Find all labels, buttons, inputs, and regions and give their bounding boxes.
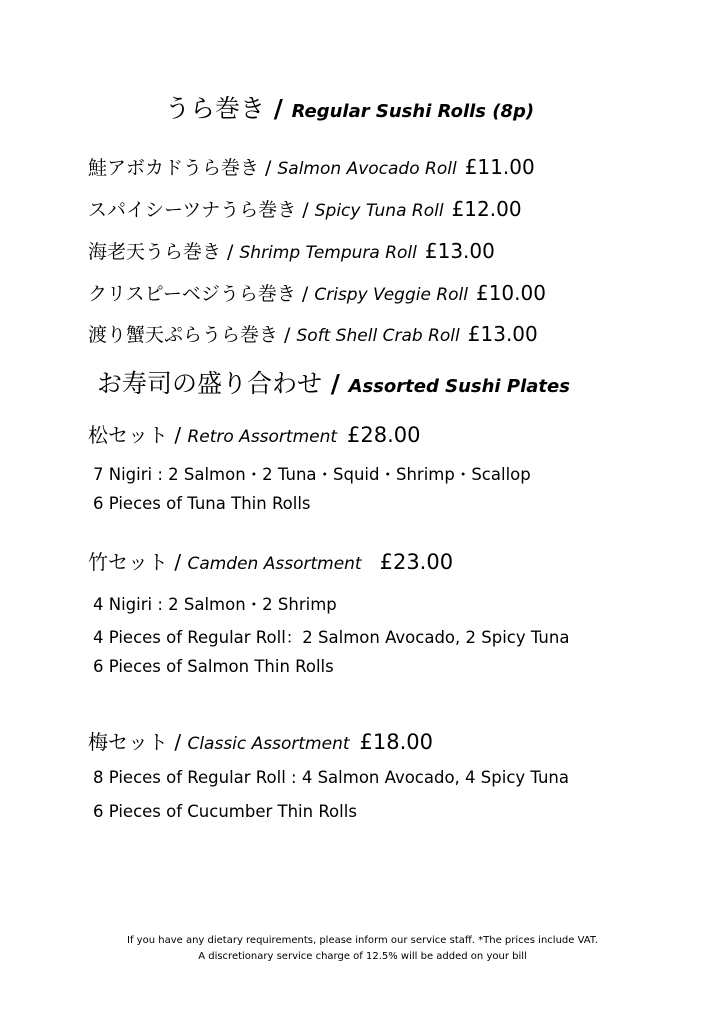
item-name-jp: スパイシーツナうら巻き: [88, 199, 297, 221]
set-detail: 7 Nigiri : 2 Salmon・2 Tuna・Squid・Shrimp・Scallop: [93, 465, 531, 484]
assorted-section-title: [97, 364, 570, 400]
regular-title-en: Regular Sushi Rolls (8p): [291, 101, 535, 122]
item-separator: /: [296, 199, 315, 221]
item-price: £12.00: [451, 197, 522, 221]
menu-item: [88, 237, 495, 264]
item-name-jp: クリスピーベジうら巻き: [88, 283, 296, 305]
item-separator: /: [259, 157, 278, 179]
assorted-title-en: Assorted Sushi Plates: [348, 376, 570, 397]
set-name-jp: 竹セット: [88, 550, 168, 574]
set-name-jp: 梅セット: [88, 730, 168, 754]
item-price: £10.00: [475, 281, 546, 305]
set-detail: 4 Pieces of Regular Roll：2 Salmon Avocado, 2 Spicy Tuna: [93, 628, 570, 647]
item-price: £13.00: [424, 239, 495, 263]
item-separator: /: [295, 283, 315, 305]
item-name-en: Crispy Veggie Roll: [314, 285, 468, 305]
item-separator: /: [221, 241, 240, 263]
item-separator: /: [278, 324, 297, 346]
set-name-en: Camden Assortment: [187, 554, 362, 574]
menu-item: [88, 195, 522, 222]
item-name-jp: 海老天うら巻き: [88, 241, 222, 263]
item-price: £13.00: [467, 322, 538, 346]
set-detail: 6 Pieces of Cucumber Thin Rolls: [93, 802, 357, 821]
set-name-en: Classic Assortment: [187, 734, 350, 754]
assorted-title-separator: /: [322, 369, 349, 398]
set-heading: [88, 419, 421, 448]
set-price: £23.00: [379, 550, 454, 574]
item-name-en: Salmon Avocado Roll: [277, 159, 457, 179]
item-price: £11.00: [464, 155, 535, 179]
set-price: £28.00: [347, 423, 421, 447]
set-heading: [88, 726, 433, 755]
set-detail: 4 Nigiri : 2 Salmon・2 Shrimp: [93, 595, 337, 614]
set-detail: 6 Pieces of Tuna Thin Rolls: [93, 494, 311, 513]
item-name-jp: 渡り蟹天ぷらうら巻き: [88, 324, 279, 346]
regular-title-jp: うら巻き: [165, 94, 266, 123]
regular-section-title: [165, 89, 534, 125]
footer-note: [0, 933, 725, 965]
set-heading: [88, 546, 453, 575]
menu-item: [88, 320, 538, 347]
set-separator: /: [168, 423, 188, 447]
footer-service-charge-note: A discretionary service charge of 12.5% will be added on your bill: [198, 951, 527, 962]
item-name-en: Soft Shell Crab Roll: [296, 326, 460, 346]
set-detail: 6 Pieces of Salmon Thin Rolls: [93, 657, 334, 676]
item-name-en: Spicy Tuna Roll: [314, 201, 444, 221]
menu-item: [88, 153, 535, 180]
set-separator: /: [168, 730, 188, 754]
footer-dietary-note: If you have any dietary requirements, please inform our service staff. *The prices include VAT.: [127, 935, 598, 946]
set-name-jp: 松セット: [88, 423, 168, 447]
menu-item: [88, 279, 546, 306]
set-price: £18.00: [359, 730, 433, 754]
item-name-en: Shrimp Tempura Roll: [239, 243, 417, 263]
set-detail: 8 Pieces of Regular Roll : 4 Salmon Avocado, 4 Spicy Tuna: [93, 768, 570, 787]
set-separator: /: [168, 550, 188, 574]
set-name-en: Retro Assortment: [187, 427, 338, 447]
assorted-title-jp: お寿司の盛り合わせ: [97, 369, 323, 398]
item-name-jp: 鮭アボカドうら巻き: [88, 157, 260, 179]
regular-title-separator: /: [265, 94, 292, 123]
